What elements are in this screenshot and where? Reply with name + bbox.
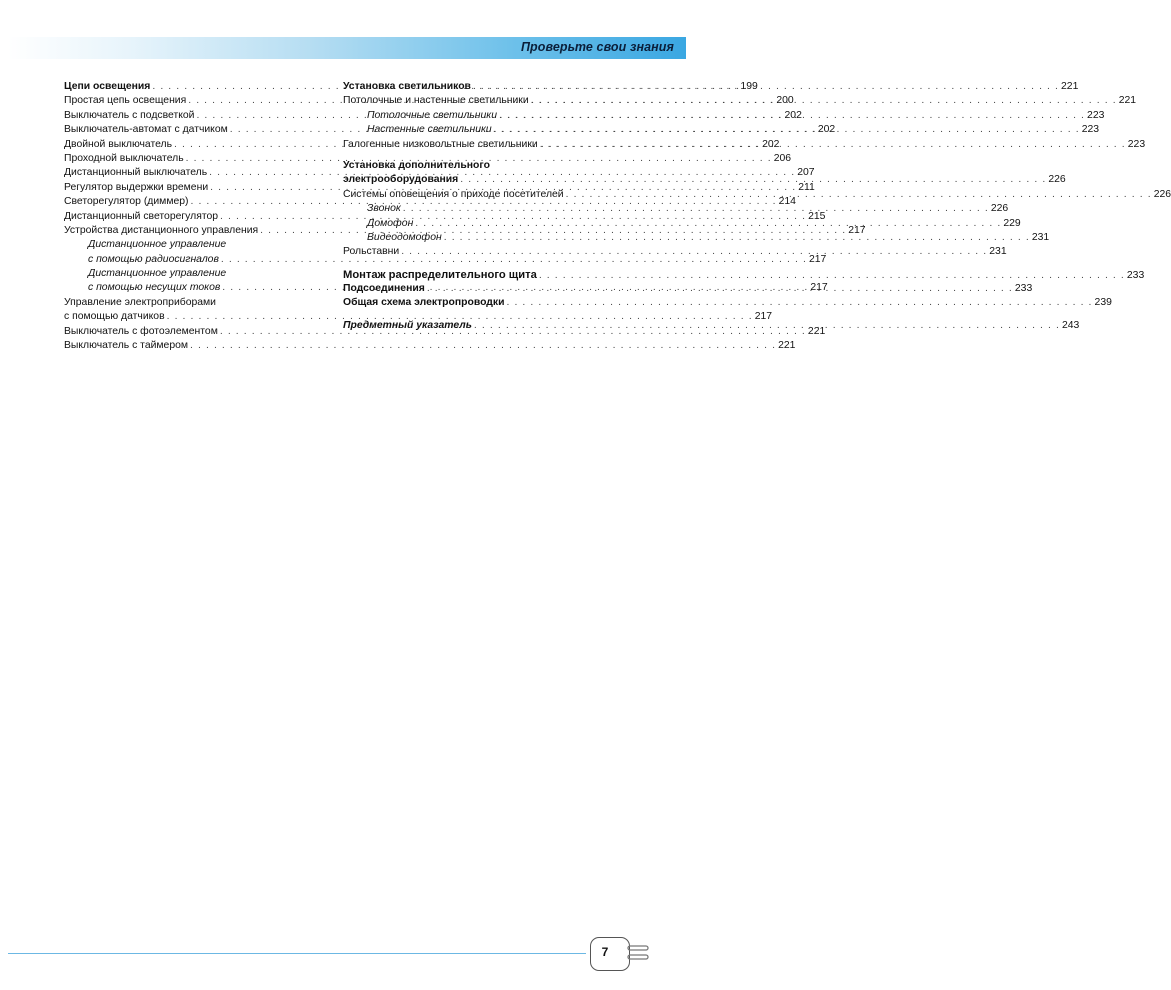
toc-entry[interactable]: с помощью несущих токов . . . 217 — [64, 281, 320, 295]
toc-entry[interactable]: Видеодомофон . . . 231 — [343, 231, 599, 245]
toc-entry[interactable]: Регулятор выдержки времени . . . 211 — [64, 181, 320, 195]
toc-section[interactable]: Монтаж распределительного щита . . . 233 — [343, 268, 599, 282]
toc-entry[interactable]: Потолочные светильники . . . 223 — [343, 109, 599, 123]
toc-entry[interactable]: Проходной выключатель . . . 206 — [64, 152, 320, 166]
toc-entry[interactable]: Выключатель с фотоэлементом . . . 221 — [64, 325, 320, 339]
toc-entry[interactable]: Потолочные и настенные светильники . . . 221 — [343, 94, 599, 108]
toc-entry[interactable]: Простая цепь освещения . . . 200 — [64, 94, 320, 108]
toc-entry[interactable]: Системы оповещения о приходе посетителей . . . 226 — [343, 188, 599, 202]
header-title: Проверьте свои знания — [520, 40, 674, 54]
toc-entry-line: Управление электроприборами — [64, 296, 216, 308]
toc-entry[interactable]: Подсоединения . . . 233 — [343, 282, 599, 296]
toc-section[interactable]: Предметный указатель . . . 243 — [343, 319, 599, 333]
toc-entry[interactable]: Галогенные низковольтные светильники . . . 223 — [343, 138, 599, 152]
plug-tab-icon — [626, 942, 654, 964]
toc-entry[interactable]: Цепи освещения . . . 199 — [64, 80, 320, 94]
toc-entry[interactable]: Двойной выключатель . . . 202 — [64, 138, 320, 152]
toc-section[interactable]: электрооборудования . . . 226 — [343, 173, 599, 187]
footer-rule — [8, 953, 586, 954]
toc-entry[interactable]: с помощью датчиков . . . 217 — [64, 310, 320, 324]
toc-entry[interactable]: Светорегулятор (диммер) . . . 214 — [64, 195, 320, 209]
toc-entry[interactable]: Рольставни . . . 231 — [343, 245, 599, 259]
toc-entry[interactable]: Общая схема электропроводки . . . 239 — [343, 296, 599, 310]
toc-entry[interactable]: Настенные светильники . . . 223 — [343, 123, 599, 137]
toc-entry-line: Дистанционное управление — [88, 268, 227, 280]
toc-entry[interactable]: Звонок . . . 226 — [343, 202, 599, 216]
toc-entry[interactable]: Выключатель-автомат с датчиком . . . 202 — [64, 123, 320, 137]
toc-entry[interactable]: Устройства дистанционного управления . . . 217 — [64, 224, 320, 238]
toc-entry-line: Дистанционное управление — [88, 239, 227, 251]
page-number-tab — [590, 937, 630, 971]
page-number: 7 — [601, 945, 609, 959]
toc-entry[interactable]: Дистанционный выключатель . . . 207 — [64, 166, 320, 180]
toc-entry[interactable]: Выключатель с таймером . . . 221 — [64, 339, 320, 353]
toc-entry[interactable]: Домофон . . . 229 — [343, 217, 599, 231]
toc-entry[interactable]: Дистанционный светорегулятор . . . 215 — [64, 210, 320, 224]
toc-entry[interactable]: с помощью радиосигналов . . . 217 — [64, 253, 320, 267]
toc-entry[interactable]: Выключатель с подсветкой . . . 202 — [64, 109, 320, 123]
toc-section[interactable]: Установка светильников . . . 221 — [343, 80, 599, 94]
header-banner — [8, 37, 686, 59]
toc-section-line: Установка дополнительного — [343, 159, 490, 171]
